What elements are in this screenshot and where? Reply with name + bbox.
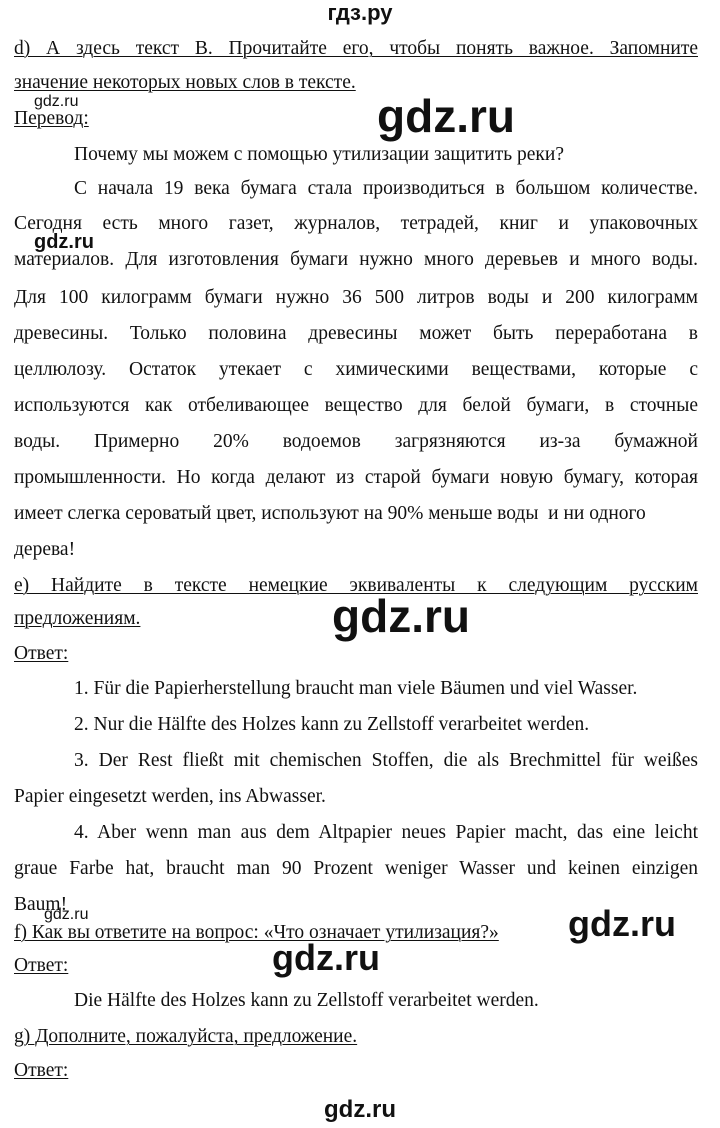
paragraph-line: используются как отбеливающее вещество для белой бумаги, в сточные (14, 395, 698, 416)
answer-label: Ответ: (14, 643, 69, 664)
paragraph-line: целлюлозу. Остаток утекает с химическими веществами, которые с (14, 359, 698, 380)
answer-item-2: 2. Nur die Hälfte des Holzes kann zu Zellstoff verarbeitet werden. (74, 714, 590, 735)
footer-watermark: gdz.ru (324, 1096, 396, 1123)
answer-item-1: 1. Für die Papierherstellung braucht man viele Bäumen und viel Wasser. (74, 678, 638, 699)
paragraph-line: С начала 19 века бумага стала производиться в большом количестве. (74, 178, 698, 199)
site-header[interactable]: гдз.ру (327, 0, 393, 25)
task-d-prompt-line-1: d) А здесь текст B. Прочитайте его, чтобы понять важное. Запомните (14, 38, 698, 59)
answer-item-4-line-3: Baum! (14, 894, 68, 915)
task-e-prompt-line-1: e) Найдите в тексте немецкие эквиваленты к следующим русским (14, 575, 698, 596)
paragraph-line: материалов. Для изготовления бумаги нужно много деревьев и много воды. (14, 249, 698, 270)
paragraph-line: Для 100 килограмм бумаги нужно 36 500 литров воды и 200 килограмм (14, 287, 698, 308)
paragraph-line: воды. Примерно 20% водоемов загрязняются из-за бумажной (14, 431, 698, 452)
task-g-prompt: g) Дополните, пожалуйста, предложение. (14, 1026, 358, 1047)
task-f-prompt: f) Как вы ответите на вопрос: «Что означает утилизация?» (14, 922, 499, 943)
paragraph-line: промышленности. Но когда делают из старой бумаги новую бумагу, которая (14, 467, 698, 488)
translation-label: Перевод: (14, 108, 89, 129)
answer-item-3-line-1: 3. Der Rest fließt mit chemischen Stoffen, die als Brechmittel für weißes (74, 750, 698, 771)
paragraph-line: дерева! (14, 539, 76, 560)
watermark-large: gdz.ru (272, 937, 380, 978)
watermark-small: gdz.ru (34, 231, 94, 253)
answer-item-3-line-2: Papier eingesetzt werden, ins Abwasser. (14, 786, 326, 807)
task-e-prompt-line-2: предложениям. (14, 608, 141, 629)
paragraph-line: имеет слегка сероватый цвет, используют на 90% меньше воды и ни одного (14, 503, 646, 524)
watermark-large: gdz.ru (332, 590, 470, 642)
watermark-small: gdz.ru (34, 93, 79, 110)
watermark-large: gdz.ru (377, 90, 515, 142)
task-d-prompt-line-2: значение некоторых новых слов в тексте. (14, 72, 356, 93)
answer-item-4-line-2: graue Farbe hat, braucht man 90 Prozent weniger Wasser und keinen einzigen (14, 858, 698, 879)
task-f-answer: Die Hälfte des Holzes kann zu Zellstoff verarbeitet werden. (74, 990, 539, 1011)
answer-item-4-line-1: 4. Aber wenn man aus dem Altpapier neues Papier macht, das eine leicht (74, 822, 698, 843)
answer-label: Ответ: (14, 955, 69, 976)
answer-label: Ответ: (14, 1060, 69, 1081)
watermark-small: gdz.ru (44, 906, 89, 923)
watermark-large: gdz.ru (568, 903, 676, 944)
translation-title: Почему мы можем с помощью утилизации защитить реки? (74, 144, 564, 165)
paragraph-line: Сегодня есть много газет, журналов, тетрадей, книг и упаковочных (14, 213, 698, 234)
paragraph-line: древесины. Только половина древесины может быть переработана в (14, 323, 698, 344)
